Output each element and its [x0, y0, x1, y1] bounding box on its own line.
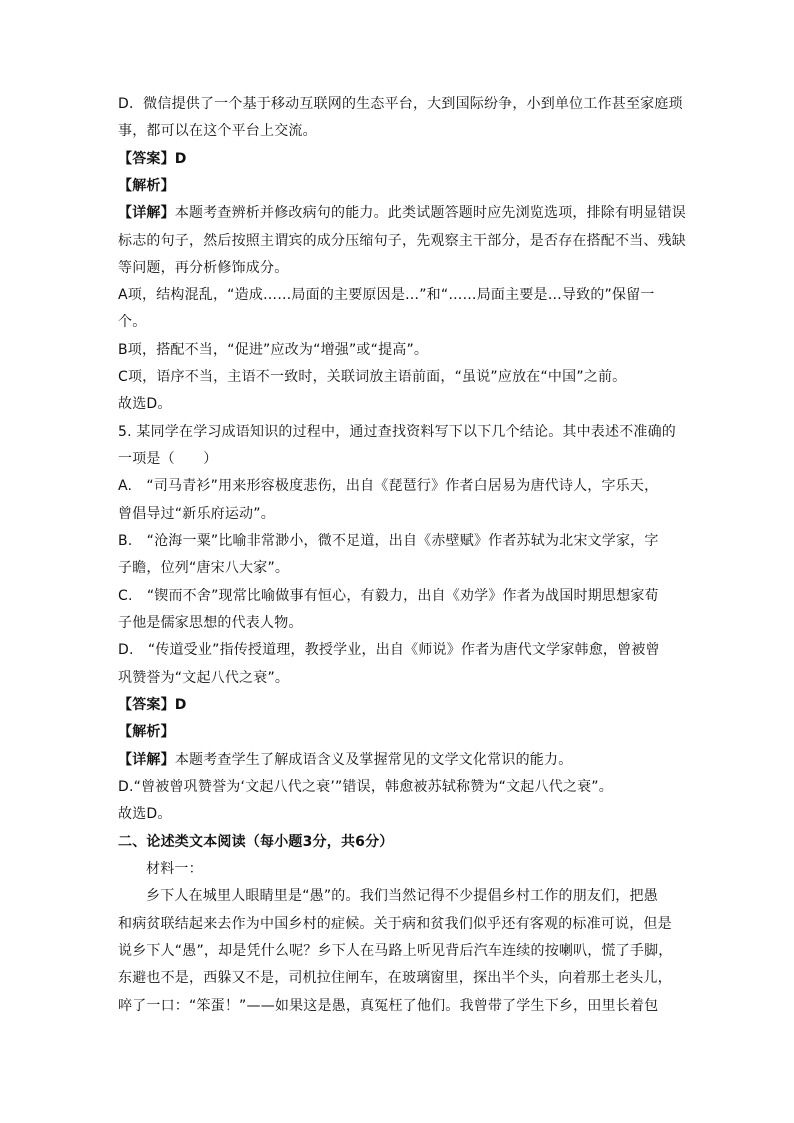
- option-c: C. “锲而不舍”现常比喻做事有恒心，有毅力，出自《劝学》作者为战国时期思想家荀: [118, 588, 659, 604]
- text-line: A项，结构混乱，“造成……局面的主要原因是…”和“……局面主要是…导致的”保留一: [118, 287, 655, 303]
- question-stem: 5. 某同学在学习成语知识的过程中，通过查找资料写下以下几个结论。其中表述不准确的: [118, 424, 677, 440]
- option-d: 巩赞誉为“文起八代之衰”。: [118, 670, 290, 686]
- bracket-marker: 【详解】: [118, 205, 175, 221]
- option-a: A. “司马青衫”用来形容极度悲伤，出自《琵琶行》作者白居易为唐代诗人，字乐天，: [118, 478, 659, 494]
- text-line: D．微信提供了一个基于移动互联网的生态平台，大到国际纷争，小到单位工作甚至家庭琐: [118, 96, 683, 112]
- paragraph-line: 啐了一口：“笨蛋！”——如果这是愚，真冤枉了他们。我曾带了学生下乡，田里长着包: [118, 998, 659, 1014]
- material-label: 材料一：: [146, 861, 203, 877]
- section-heading: 二、论述类文本阅读（每小题3分，共6分）: [118, 834, 394, 850]
- text-line: 标志的句子，然后按照主谓宾的成分压缩句子，先观察主干部分，是否存在搭配不当、残缺: [118, 233, 686, 249]
- text-line: 故选D。: [118, 806, 172, 822]
- text-line: 事，都可以在这个平台上交流。: [118, 123, 317, 139]
- option-b: B. “沧海一粟”比喻非常渺小，微不足道，出自《赤壁赋》作者苏轼为北宋文学家，字: [118, 533, 659, 549]
- analysis-label: 【解析】: [118, 724, 175, 740]
- text-line: C项，语序不当，主语不一致时，关联词放主语前面，“虽说”应放在“中国”之前。: [118, 369, 627, 385]
- answer-label: 【答案】D: [118, 151, 187, 167]
- text-line: B项，搭配不当，“促进”应改为“增强”或“提高”。: [118, 342, 429, 358]
- paragraph-line: 说乡下人“愚”，却是凭什么呢？乡下人在马路上听见背后汽车连续的按喇叭，慌了手脚，: [118, 943, 673, 959]
- paragraph-line: 东避也不是，西躲又不是，司机拉住闸车，在玻璃窗里，探出半个头，向着那土老头儿，: [118, 970, 672, 986]
- question-stem: 一项是（ ）: [118, 451, 218, 467]
- option-b: 子瞻，位列“唐宋八大家”。: [118, 560, 290, 576]
- text-line: D.“曾被曾巩赞誉为‘文起八代之衰’”错误，韩愈被苏轼称赞为“文起八代之衰”。: [118, 779, 613, 795]
- text-line: 个。: [118, 314, 147, 330]
- paragraph-line: 和病贫联结起来去作为中国乡村的症候。关于病和贫我们似乎还有客观的标准可说，但是: [118, 916, 672, 932]
- answer-label: 【答案】D: [118, 697, 187, 713]
- text-line: 故选D。: [118, 396, 172, 412]
- paragraph-line: 乡下人在城里人眼睛里是“愚”的。我们当然记得不少提倡乡村工作的朋友们，把愚: [146, 888, 658, 904]
- option-c: 子他是儒家思想的代表人物。: [118, 615, 303, 631]
- analysis-label: 【解析】: [118, 178, 175, 194]
- text-line: 【详解】本题考查辨析并修改病句的能力。此类试题答题时应先浏览选项，排除有明显错误: [118, 205, 687, 221]
- bracket-marker: 【详解】: [118, 752, 175, 768]
- option-d: D. “传道受业”指传授道理，教授学业，出自《师说》作者为唐代文学家韩愈，曾被曾: [118, 642, 660, 658]
- option-a: 曾倡导过“新乐府运动”。: [118, 506, 275, 522]
- text-line: 等问题，再分析修饰成分。: [118, 260, 289, 276]
- text-line: 【详解】本题考查学生了解成语含义及掌握常见的文学文化常识的能力。: [118, 752, 573, 768]
